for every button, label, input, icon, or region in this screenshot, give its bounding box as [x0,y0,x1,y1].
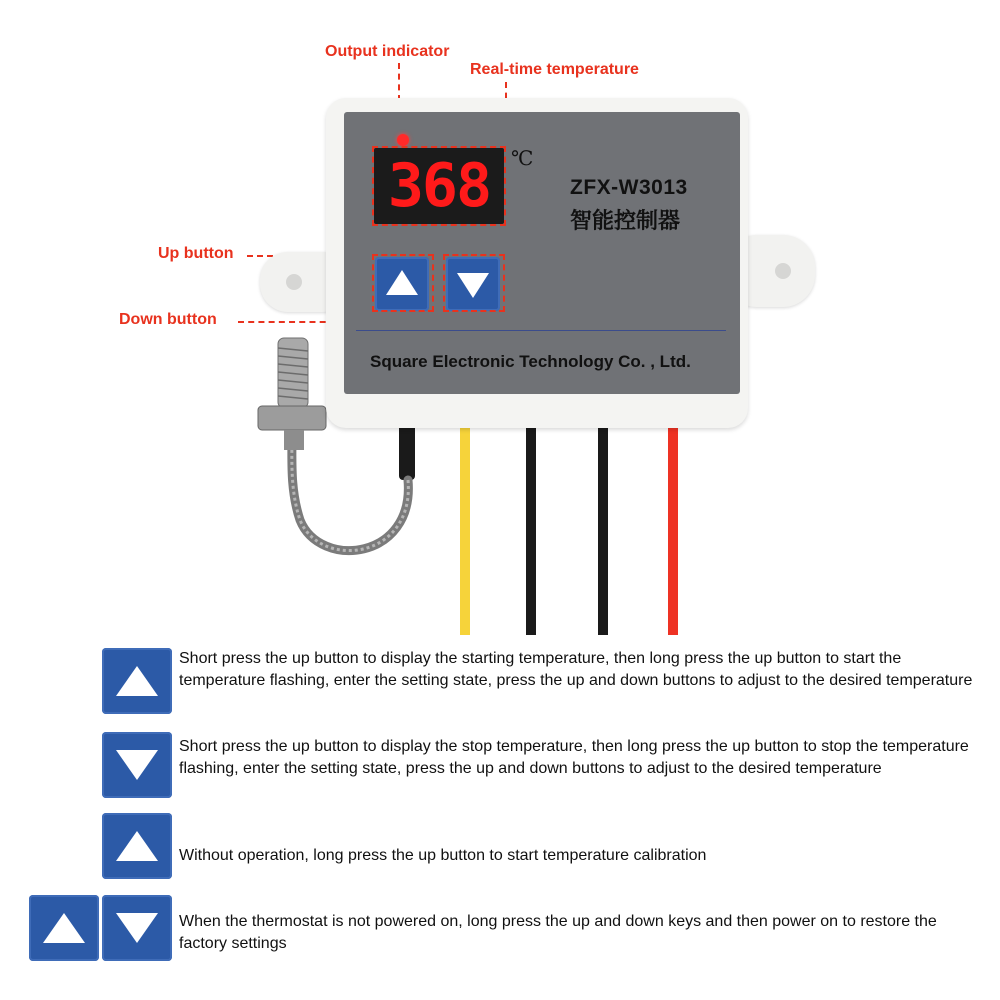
instruction-4-up-icon-tile [29,895,99,961]
instruction-3-text: Without operation, long press the up button to start temperature calibration [179,847,707,864]
down-arrow-icon [102,732,172,798]
up-button-label: Up button [158,245,234,262]
up-arrow-icon [29,895,99,961]
instruction-1-text: Short press the up button to display the starting temperature, then long press the up button to start the temperature flashing, enter the setting state, press the up and down buttons to adjust to the desired temperature [179,650,973,689]
down-arrow-icon [102,895,172,961]
model-chinese-name: 智能控制器 [570,208,681,233]
model-number: ZFX-W3013 [570,176,688,199]
instruction-4-text: When the thermostat is not powered on, long press the up and down keys and then power on to restore the factory settings [179,913,937,952]
company-name: Square Electronic Technology Co. , Ltd. [370,352,691,371]
down-button-label: Down button [119,311,217,328]
mounting-hole-left [286,274,302,290]
down-button-highlight-frame [443,254,505,312]
temperature-display-value: 368 [387,151,491,221]
instruction-2-down-icon-tile [102,732,172,798]
output-indicator-label: Output indicator [325,43,450,60]
black-wire-2 [598,420,608,635]
up-button-highlight-frame [372,254,434,312]
up-arrow-icon [102,813,172,879]
black-wire-1 [526,420,536,635]
realtime-temperature-label: Real-time temperature [470,61,639,78]
faceplate-divider [356,330,726,331]
instruction-4-down-icon-tile [102,895,172,961]
display-highlight-frame [372,146,506,226]
instruction-3-up-icon-tile [102,813,172,879]
mounting-hole-right [775,263,791,279]
unit-label: ℃ [511,146,534,170]
instruction-2-text: Short press the up button to display the stop temperature, then long press the up button to stop the temperature flashing, enter the setting state, press the up and down buttons to adjust to the desired temperature [179,738,969,777]
yellow-wire [460,420,470,635]
output-indicator-led [397,134,409,146]
up-arrow-icon [102,648,172,714]
red-wire [668,420,678,635]
instruction-1-up-icon-tile [102,648,172,714]
